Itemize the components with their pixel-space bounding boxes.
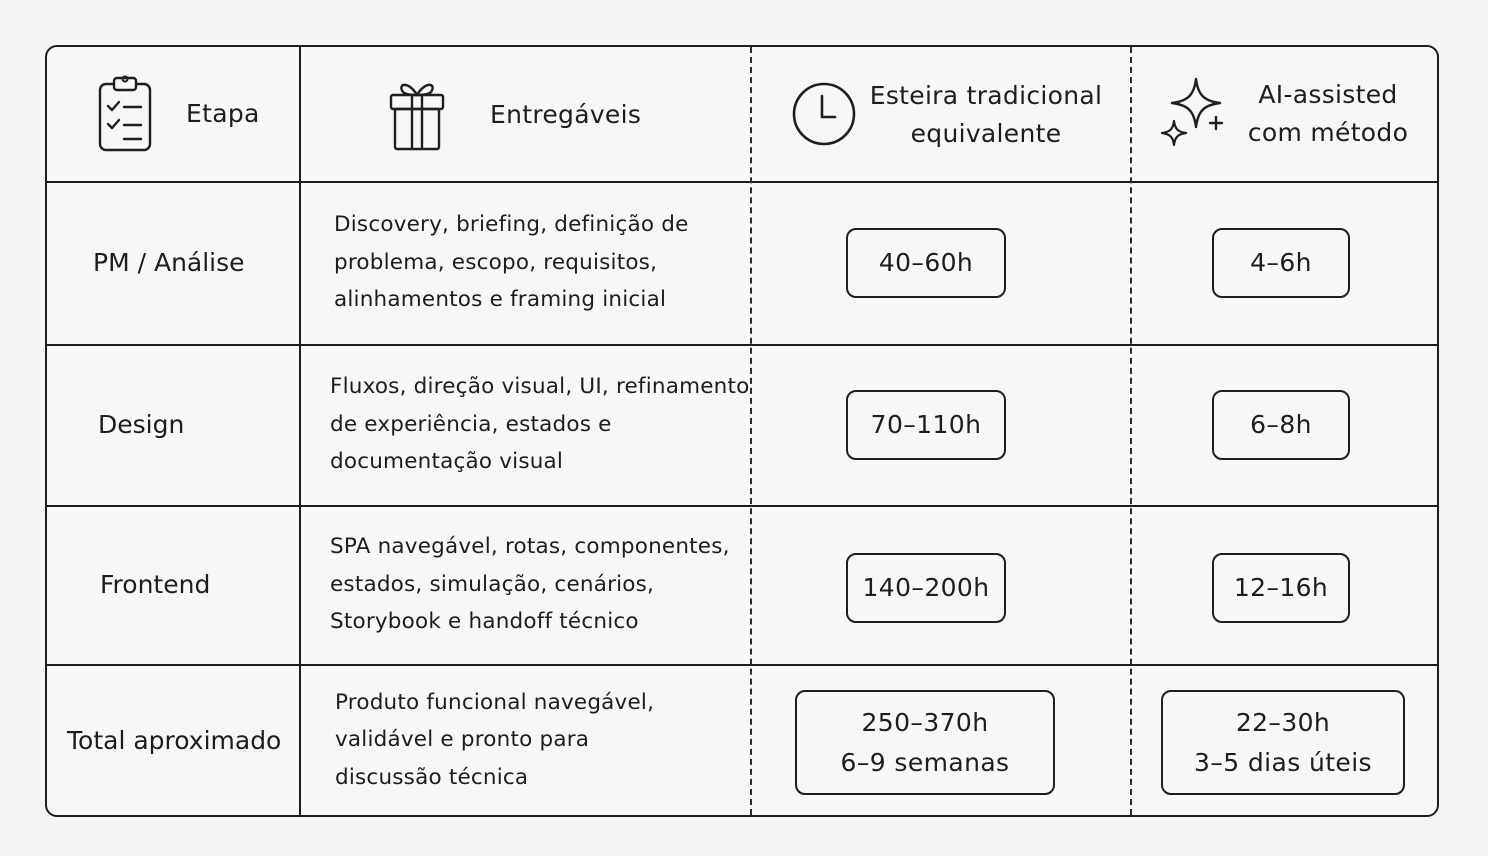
header-stage-label: Etapa	[186, 99, 260, 128]
traditional-hours: 70–110h	[870, 410, 982, 439]
comparison-table	[45, 45, 1439, 817]
ai-hours: 12–16h	[1233, 573, 1329, 602]
header-deliverables	[299, 47, 750, 181]
deliverables-line: de experiência, estados e	[330, 411, 612, 437]
traditional-hours-badge	[846, 553, 1006, 623]
ai-hours: 6–8h	[1250, 410, 1312, 439]
stage-label: Frontend	[100, 570, 211, 599]
stage-label: Total aproximado	[67, 725, 282, 755]
header-deliverables-label: Entregáveis	[490, 100, 642, 129]
deliverables-line: problema, escopo, requisitos,	[334, 249, 658, 275]
ai-hours-badge	[1212, 390, 1350, 460]
gift-icon	[387, 77, 447, 151]
row-divider	[47, 505, 1437, 507]
ai-total-hours: 22–30h	[1235, 707, 1331, 737]
deliverables-line: estados, simulação, cenários,	[330, 571, 655, 597]
header-traditional-line2: equivalente	[910, 119, 1062, 148]
header-traditional	[750, 47, 1130, 181]
header-traditional-line1: Esteira tradicional	[869, 81, 1103, 110]
ai-total-duration: 3–5 dias úteis	[1194, 747, 1372, 777]
ai-hours-badge	[1212, 228, 1350, 298]
ai-hours-badge	[1212, 553, 1350, 623]
header-traditional-label	[868, 77, 1104, 153]
row-divider	[47, 181, 1437, 183]
deliverables-line: Produto funcional navegável,	[335, 689, 655, 715]
deliverables-text	[334, 181, 689, 344]
deliverables-line: validável e pronto para	[335, 727, 590, 753]
stage-label: PM / Análise	[93, 248, 245, 277]
clipboard-check-icon	[97, 73, 153, 153]
traditional-total-badge	[795, 690, 1055, 795]
header-stage	[47, 47, 299, 181]
header-ai	[1130, 47, 1439, 181]
sparkles-icon	[1160, 75, 1232, 155]
traditional-hours: 40–60h	[878, 248, 974, 277]
ai-total-badge	[1161, 690, 1405, 795]
ai-hours: 4–6h	[1250, 248, 1312, 277]
deliverables-text	[330, 344, 749, 505]
header-ai-line2: com método	[1247, 118, 1409, 147]
header-ai-line1: AI-assisted	[1258, 80, 1398, 109]
deliverables-text	[330, 505, 730, 664]
stage-label: Design	[98, 410, 185, 439]
deliverables-line: Discovery, briefing, definição de	[334, 212, 689, 238]
traditional-hours-badge	[846, 228, 1006, 298]
deliverables-line: Storybook e handoff técnico	[330, 609, 639, 635]
traditional-hours: 140–200h	[862, 573, 990, 602]
header-ai-label	[1238, 76, 1418, 152]
deliverables-line: documentação visual	[330, 449, 564, 475]
traditional-hours-badge	[846, 390, 1006, 460]
clock-icon	[790, 80, 858, 148]
traditional-total-duration: 6–9 semanas	[840, 747, 1010, 777]
deliverables-text	[335, 664, 654, 816]
deliverables-line: SPA navegável, rotas, componentes,	[330, 534, 730, 560]
deliverables-line: Fluxos, direção visual, UI, refinamento	[330, 374, 750, 400]
deliverables-line: discussão técnica	[335, 764, 529, 790]
traditional-total-hours: 250–370h	[861, 707, 989, 737]
deliverables-line: alinhamentos e framing inicial	[334, 287, 667, 313]
